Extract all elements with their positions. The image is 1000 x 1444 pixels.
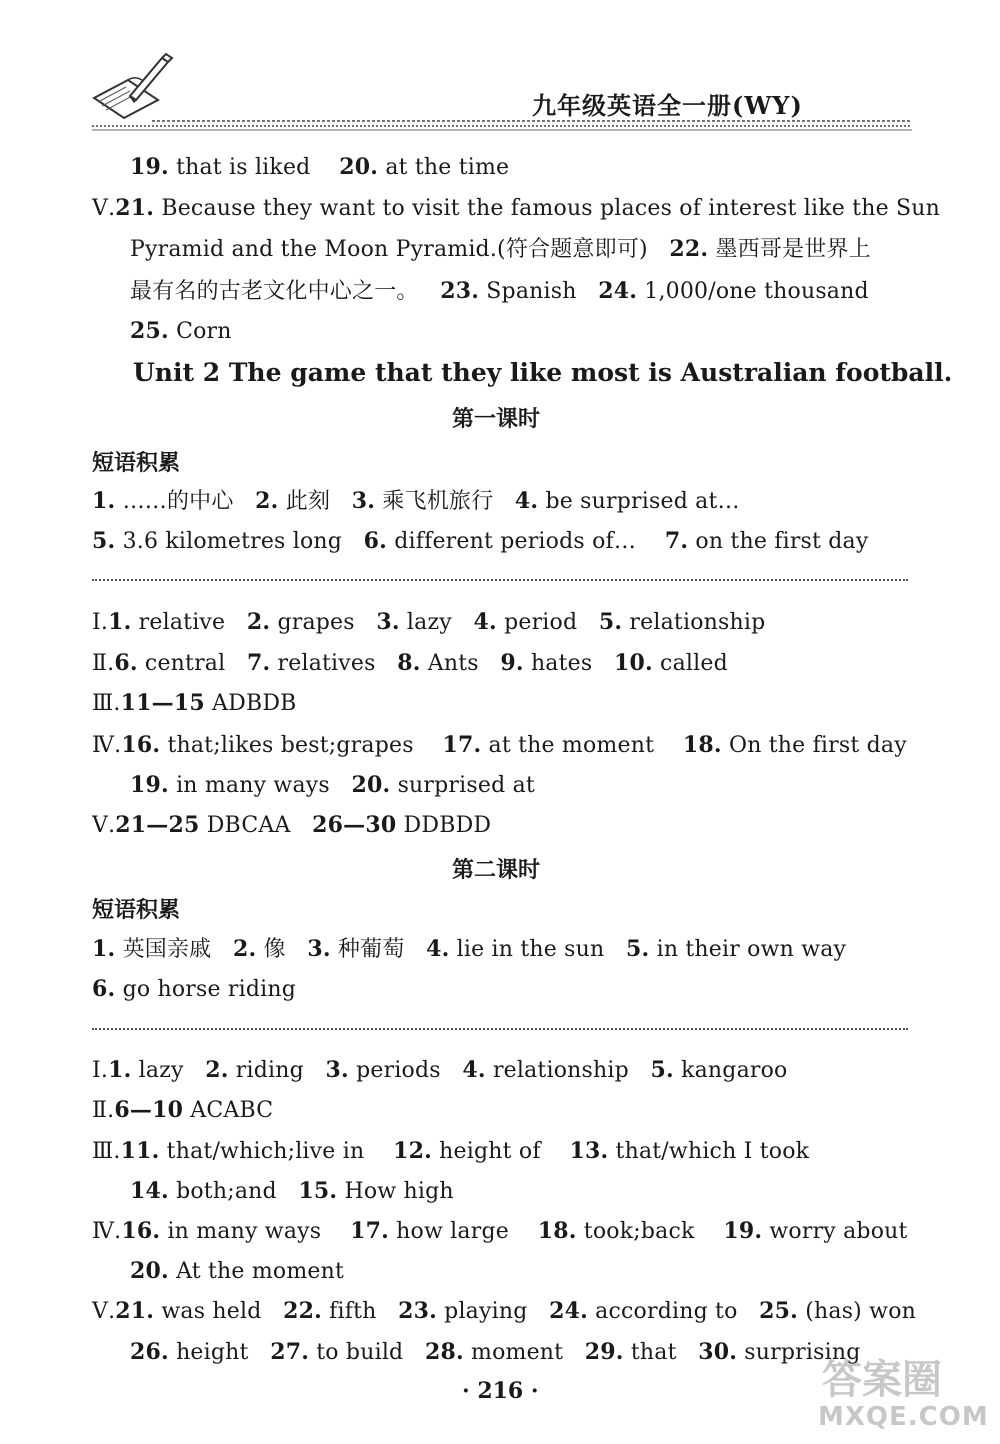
answer-line: Ⅲ.11. that/which;live in 12. height of 13. that/which I took	[92, 1138, 810, 1164]
answer-line: 14. both;and 15. How high	[130, 1178, 454, 1204]
section-label: Ⅴ.	[92, 196, 116, 221]
answer-line: Pyramid and the Moon Pyramid.(符合题意即可) 22. 墨西哥是世界上	[130, 236, 871, 262]
answer-line: Ⅳ.16. in many ways 17. how large 18. took;back 19. worry about	[92, 1218, 908, 1244]
answer-line: Ⅰ.1. relative 2. grapes 3. lazy 4. period 5. relationship	[92, 609, 766, 635]
answer-line: Ⅳ.16. that;likes best;grapes 17. at the moment 18. On the first day	[92, 732, 907, 758]
answer-line: Ⅴ.21. Because they want to visit the famous places of interest like the Sun	[92, 195, 941, 221]
answer-line: 最有名的古老文化中心之一。 23. Spanish 24. 1,000/one thousand	[130, 278, 869, 304]
pencil-notebook-icon	[88, 50, 178, 122]
answer-line: 19. in many ways 20. surprised at	[130, 772, 535, 798]
watermark-logo: 答案圈	[822, 1357, 942, 1403]
lesson-title: 第二课时	[452, 857, 541, 883]
watermark-url: MXQE.COM	[818, 1402, 989, 1432]
page-number: · 216 ·	[462, 1378, 539, 1404]
header-title: 九年级英语全一册(WY)	[532, 91, 803, 120]
answer-line: Ⅱ.6—10 ACABC	[92, 1097, 274, 1123]
answer-line: 25. Corn	[130, 318, 232, 344]
answer-line: 19. that is liked 20. at the time	[130, 154, 510, 180]
answer-line: 26. height 27. to build 28. moment 29. that 30. surprising	[130, 1339, 861, 1365]
answer-line: 6. go horse riding	[92, 976, 297, 1002]
lesson-title: 第一课时	[452, 406, 541, 432]
divider	[92, 579, 908, 581]
answer-line: Ⅲ.11—15 ADBDB	[92, 690, 297, 716]
answer-line: 5. 3.6 kilometres long 6. different periods of… 7. on the first day	[92, 528, 869, 554]
header-rule	[92, 118, 912, 132]
answer-line: Ⅴ.21—25 DBCAA 26—30 DDBDD	[92, 812, 492, 838]
phrases-label: 短语积累	[92, 897, 181, 923]
answer-line: Ⅴ.21. was held 22. fifth 23. playing 24. according to 25. (has) won	[92, 1298, 917, 1324]
divider	[92, 1028, 908, 1030]
unit-title: Unit 2 The game that they like most is Australian football.	[133, 358, 953, 387]
answer-line: Ⅱ.6. central 7. relatives 8. Ants 9. hates 10. called	[92, 650, 728, 676]
answer-line: Ⅰ.1. lazy 2. riding 3. periods 4. relationship 5. kangaroo	[92, 1057, 788, 1083]
answer-line: 1. ……的中心 2. 此刻 3. 乘飞机旅行 4. be surprised at…	[92, 488, 740, 514]
phrases-label: 短语积累	[92, 450, 181, 476]
answer-line: 20. At the moment	[130, 1258, 345, 1284]
answer-line: 1. 英国亲戚 2. 像 3. 种葡萄 4. lie in the sun 5. in their own way	[92, 936, 847, 962]
